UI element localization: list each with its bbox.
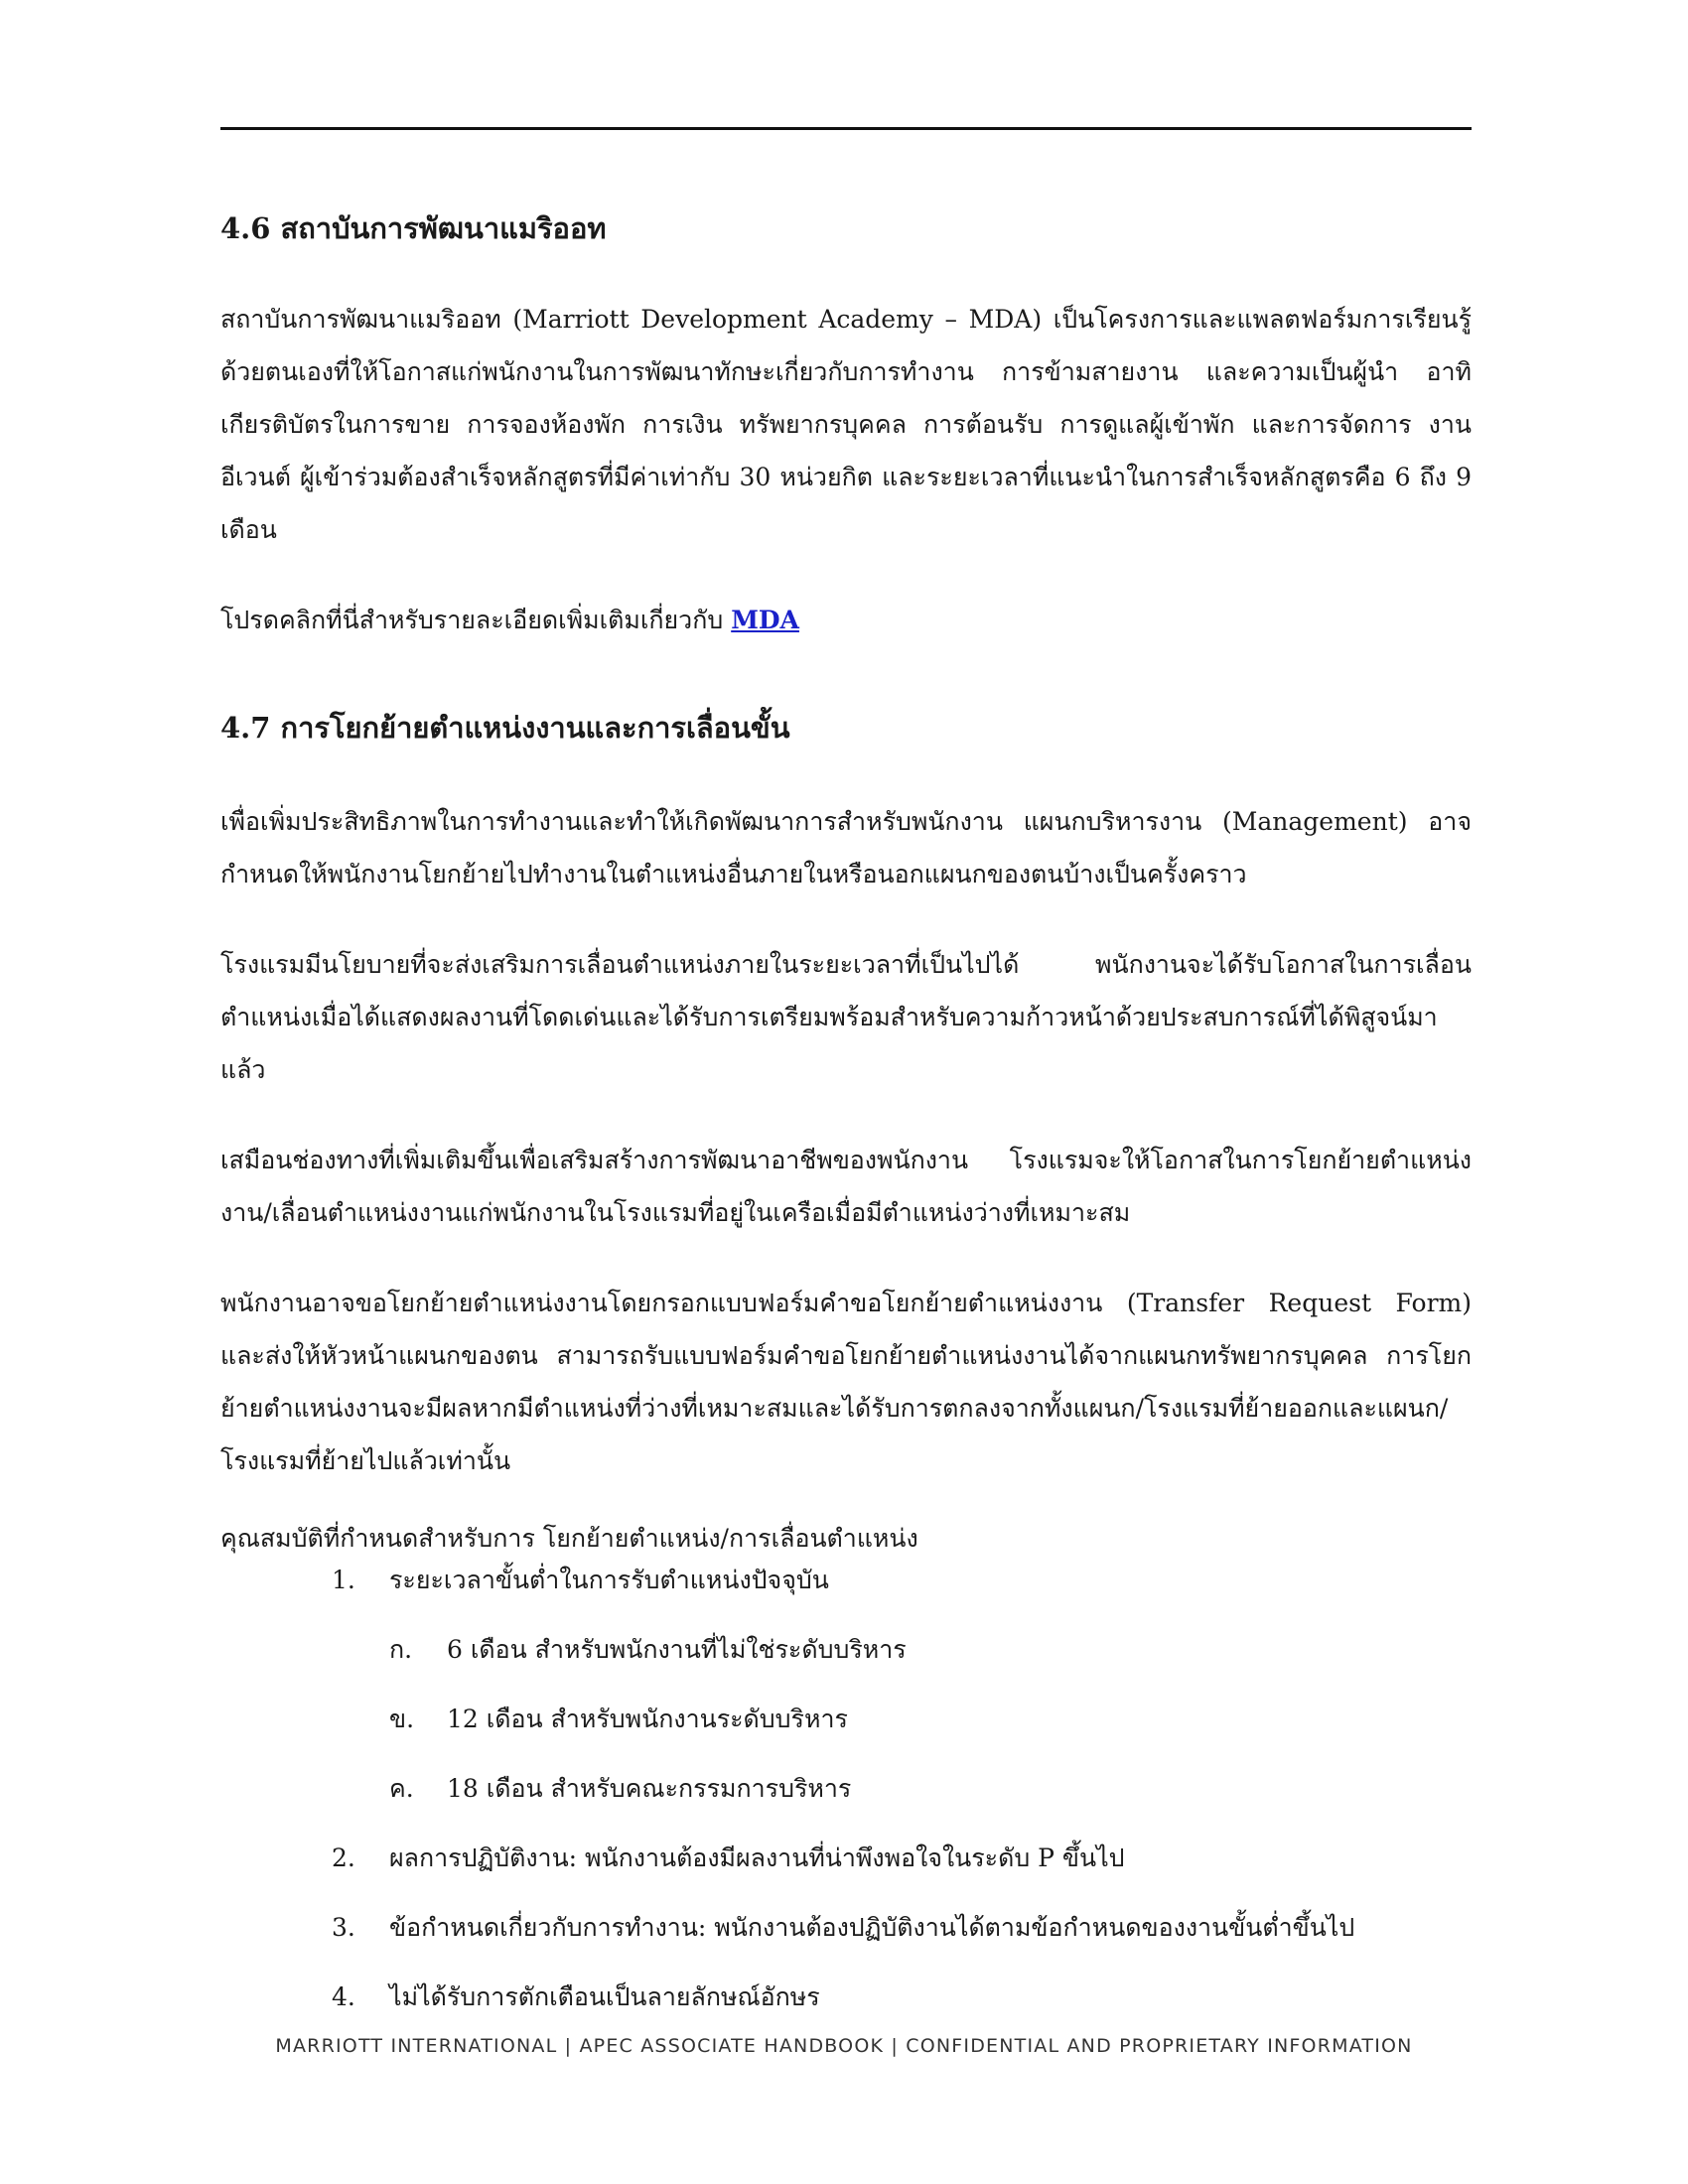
list-number: 3. <box>332 1913 355 1942</box>
qualification-item <box>220 1908 1472 1948</box>
qualifications-list <box>220 1561 1472 2017</box>
section-4-7-paragraph-3: เสมือนช่องทางที่เพิ่มเติมขึ้นเพื่อเสริมสร้างการพัฒนาอาชีพของพนักงาน โรงแรมจะให้โอกาสในการโยกย้ายตำแหน่งงาน/เลื่อนตำแหน่งงานแก่พนักงานในโรงแรมที่อยู่ในเครือเมื่อมีตำแหน่งว่างที่เหมาะสม <box>220 1146 1472 1227</box>
header-rule <box>220 127 1472 130</box>
qualification-item <box>220 1561 1472 1809</box>
qualification-item <box>220 1978 1472 2017</box>
mda-link-line <box>220 594 1472 646</box>
list-number: 2. <box>332 1843 355 1872</box>
sub-item <box>220 1769 1472 1809</box>
sub-item-letter: ข. <box>389 1705 415 1733</box>
sub-item-letter: ก. <box>389 1635 413 1664</box>
section-4-6-heading: 4.6 สถาบันการพัฒนาแมริออท <box>220 211 607 245</box>
section-4-7-heading: 4.7 การโยกย้ายตำแหน่งงานและการเลื่อนขั้น <box>220 711 790 745</box>
page-footer: MARRIOTT INTERNATIONAL | APEC ASSOCIATE HANDBOOK | CONFIDENTIAL AND PROPRIETARY INFORMATION <box>275 2035 1413 2057</box>
qualification-text: ระยะเวลาขั้นต่ำในการรับตำแหน่งปัจจุบัน <box>389 1566 829 1594</box>
sub-item-text: 12 เดือน สำหรับพนักงานระดับบริหาร <box>447 1705 848 1733</box>
sub-item-text: 6 เดือน สำหรับพนักงานที่ไม่ใช่ระดับบริหาร <box>447 1635 907 1664</box>
qualification-text: ผลการปฏิบัติงาน: พนักงานต้องมีผลงานที่น่าพึงพอใจในระดับ P ขึ้นไป <box>389 1843 1125 1872</box>
sub-item <box>220 1700 1472 1739</box>
section-4-6-paragraph: สถาบันการพัฒนาแมริออท (Marriott Development Academy – MDA) เป็นโครงการและแพลตฟอร์มการเรียนรู้ด้วยตนเองที่ให้โอกาสแก่พนักงานในการพัฒนาทักษะเกี่ยวกับการทำงาน การข้ามสายงาน และความเป็นผู้นำ อาทิ เกียรติบัตรในการขาย การจองห้องพัก การเงิน ทรัพยากรบุคคล การต้อนรับ การดูแลผู้เข้าพัก และการจัดการ งานอีเวนต์ ผู้เข้าร่วมต้องสำเร็จหลักสูตรที่มีค่าเท่ากับ 30 หน่วยกิต และระยะเวลาที่แนะนำในการสำเร็จหลักสูตรคือ 6 ถึง 9 เดือน <box>220 305 1472 544</box>
list-number: 1. <box>332 1566 355 1594</box>
section-4-7-paragraph-2: โรงแรมมีนโยบายที่จะส่งเสริมการเลื่อนตำแหน่งภายในระยะเวลาที่เป็นไปได้ พนักงานจะได้รับโอกาสในการเลื่อนตำแหน่งเมื่อได้แสดงผลงานที่โดดเด่นและได้รับการเตรียมพร้อมสำหรับความก้าวหน้าด้วยประสบการณ์ที่ได้พิสูจน์มาแล้ว <box>220 950 1472 1084</box>
sub-item-text: 18 เดือน สำหรับคณะกรรมการบริหาร <box>447 1774 852 1803</box>
mda-link[interactable]: MDA <box>731 606 799 634</box>
qualifications-intro: คุณสมบัติที่กำหนดสำหรับการ โยกย้ายตำแหน่ง/การเลื่อนตำแหน่ง <box>220 1524 918 1553</box>
page-content <box>220 199 1472 2017</box>
list-number: 4. <box>332 1982 355 2011</box>
sub-item-letter: ค. <box>389 1774 414 1803</box>
section-4-7-paragraph-4: พนักงานอาจขอโยกย้ายตำแหน่งงานโดยกรอกแบบฟอร์มคำขอโยกย้ายตำแหน่งงาน (Transfer Request Form) และส่งให้หัวหน้าแผนกของตน สามารถรับแบบฟอร์มคำขอโยกย้ายตำแหน่งงานได้จากแผนกทรัพยากรบุคคล การโยกย้ายตำแหน่งงานจะมีผลหากมีตำแหน่งที่ว่างที่เหมาะสมและได้รับการตกลงจากทั้งแผนก/โรงแรมที่ย้ายออกและแผนก/โรงแรมที่ย้ายไปแล้วเท่านั้น <box>220 1289 1472 1475</box>
qualification-text: ข้อกำหนดเกี่ยวกับการทำงาน: พนักงานต้องปฏิบัติงานได้ตามข้อกำหนดของงานขั้นต่ำขึ้นไป <box>389 1913 1355 1942</box>
qualification-text: ไม่ได้รับการตักเตือนเป็นลายลักษณ์อักษร <box>389 1982 820 2011</box>
mda-link-prefix: โปรดคลิกที่นี่สำหรับรายละเอียดเพิ่มเติมเกี่ยวกับ <box>220 606 732 634</box>
section-4-7-paragraph-1: เพื่อเพิ่มประสิทธิภาพในการทำงานและทำให้เกิดพัฒนาการสำหรับพนักงาน แผนกบริหารงาน (Management) อาจกำหนดให้พนักงานโยกย้ายไปทำงานในตำแหน่งอื่นภายในหรือนอกแผนกของตนบ้างเป็นครั้งคราว <box>220 807 1472 888</box>
sub-item <box>220 1630 1472 1670</box>
qualification-item <box>220 1839 1472 1878</box>
tenure-sublist <box>389 1630 1472 1809</box>
